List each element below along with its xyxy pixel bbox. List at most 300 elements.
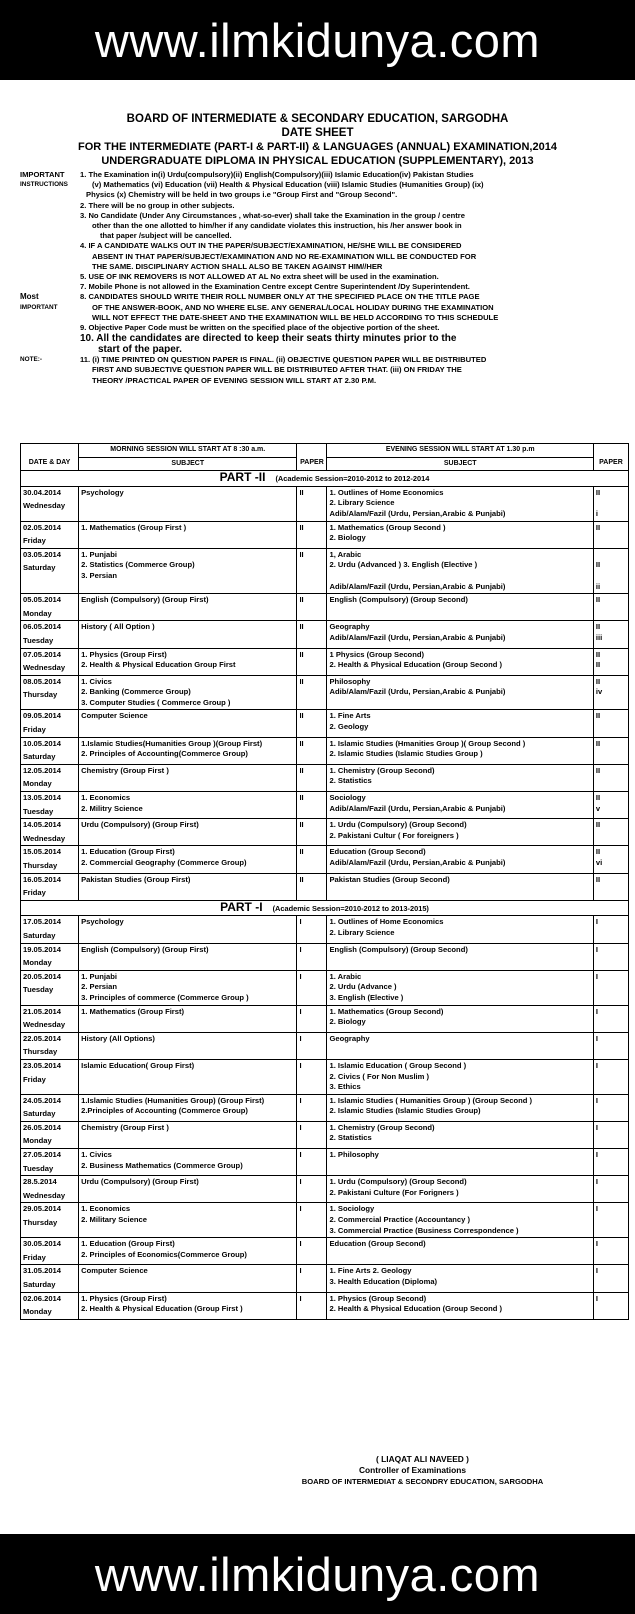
schedule-row bbox=[21, 675, 629, 710]
morning-subject-line: 1. Physics (Group First) bbox=[81, 649, 167, 659]
morning-subject-cell bbox=[79, 521, 297, 548]
evening-paper-line: I bbox=[595, 1293, 599, 1303]
morning-paper-cell bbox=[297, 1059, 327, 1094]
evening-paper-line: II bbox=[595, 711, 601, 721]
evening-subject-cell bbox=[327, 1032, 593, 1059]
evening-paper-cell bbox=[593, 737, 628, 764]
evening-subject-line: 3. Ethics bbox=[329, 1082, 361, 1092]
evening-paper-line bbox=[596, 533, 626, 544]
evening-paper-line: I bbox=[595, 1266, 599, 1276]
evening-paper-line: ii bbox=[595, 581, 601, 591]
evening-paper-line: I bbox=[595, 1122, 599, 1132]
instruction-8-cont2: WILL NOT EFFECT THE DATE-SHEET AND THE EXAMINATION WILL BE HELD ACCORDING TO THIS SCHEDULE bbox=[92, 312, 499, 322]
exam-day: Saturday bbox=[23, 1280, 56, 1289]
morning-subject-line: 1. Education (Group First) bbox=[81, 847, 175, 857]
morning-paper-cell bbox=[297, 1203, 327, 1238]
morning-subject-cell bbox=[79, 1059, 297, 1094]
evening-paper-line bbox=[596, 1082, 626, 1093]
date-cell bbox=[21, 1203, 79, 1238]
exam-day: Thursday bbox=[23, 1218, 58, 1228]
morning-subject-line: Computer Science bbox=[81, 1266, 148, 1276]
morning-subject-line: 3. Persian bbox=[81, 570, 117, 580]
evening-paper-line bbox=[596, 1106, 626, 1117]
morning-paper: I bbox=[299, 944, 302, 954]
exam-date: 17.05.2014 bbox=[23, 917, 62, 927]
evening-paper-cell bbox=[593, 675, 628, 710]
morning-paper: II bbox=[299, 676, 304, 686]
schedule-row bbox=[21, 1292, 629, 1319]
morning-subject-line: 1. Physics (Group First) bbox=[81, 1293, 167, 1303]
evening-subject-line: 1. Mathematics (Group Second ) bbox=[329, 522, 446, 532]
morning-paper-cell bbox=[297, 1005, 327, 1032]
evening-subject-cell bbox=[327, 943, 593, 970]
date-cell bbox=[21, 621, 79, 648]
evening-paper-line bbox=[596, 1226, 626, 1237]
schedule-row bbox=[21, 1032, 629, 1059]
part2-session: (Academic Session=2010-2012 to 2012-2014 bbox=[275, 474, 430, 484]
evening-subject-line: 2. Statistics bbox=[329, 1133, 372, 1143]
date-sheet-title: DATE SHEET bbox=[281, 127, 354, 139]
morning-subject-cell bbox=[79, 1265, 297, 1292]
exam-day: Thursday bbox=[23, 690, 58, 700]
morning-paper: I bbox=[299, 1293, 302, 1303]
evening-subject-cell bbox=[327, 675, 593, 710]
evening-subject-line bbox=[329, 571, 590, 582]
evening-paper-line: I bbox=[595, 1006, 599, 1016]
exam-date: 10.05.2014 bbox=[23, 738, 62, 748]
evening-subject-line: 2. Statistics bbox=[329, 776, 372, 786]
evening-subject-line: 3. Commercial Practice (Business Correspondence ) bbox=[329, 1225, 519, 1235]
morning-paper: II bbox=[299, 738, 304, 748]
evening-paper-line: II bbox=[595, 560, 601, 570]
evening-paper-line bbox=[596, 831, 626, 842]
morning-subject-line: Psychology bbox=[81, 917, 124, 927]
morning-paper-cell bbox=[297, 970, 327, 1005]
morning-paper: I bbox=[299, 1006, 302, 1016]
date-cell bbox=[21, 521, 79, 548]
morning-subject-cell bbox=[79, 675, 297, 710]
morning-subject-line: 1. Education (Group First) bbox=[81, 1239, 175, 1249]
evening-subject-cell bbox=[327, 1176, 593, 1203]
evening-paper-line: II bbox=[595, 765, 601, 775]
schedule-row bbox=[21, 1265, 629, 1292]
evening-subject-line: 2. Health & Physical Education (Group Second ) bbox=[329, 660, 503, 670]
evening-paper-line: II bbox=[595, 522, 601, 532]
evening-subject-line: 1, Arabic bbox=[329, 549, 362, 559]
morning-subject-line: 2. Military Science bbox=[81, 1215, 147, 1225]
evening-subject-cell bbox=[327, 1238, 593, 1265]
exam-day: Tuesday bbox=[23, 985, 54, 995]
evening-paper-line: I bbox=[595, 1060, 599, 1070]
date-cell bbox=[21, 792, 79, 819]
evening-paper-cell bbox=[593, 846, 628, 873]
evening-subject-line: 1. Urdu (Compulsory) (Group Second) bbox=[329, 820, 467, 830]
exam-date: 05.05.2014 bbox=[23, 595, 62, 605]
morning-paper-cell bbox=[297, 873, 327, 900]
morning-paper: I bbox=[299, 1239, 302, 1249]
morning-subject-cell bbox=[79, 486, 297, 521]
morning-subject-line: 1. Mathematics (Group First) bbox=[81, 1006, 185, 1016]
morning-subject-cell bbox=[79, 1176, 297, 1203]
morning-paper-cell bbox=[297, 648, 327, 675]
evening-subject-cell bbox=[327, 594, 593, 621]
evening-subject-line: 2. Health & Physical Education (Group Second ) bbox=[329, 1304, 503, 1314]
label-note: NOTE:- bbox=[20, 356, 43, 364]
exam-date: 27.05.2014 bbox=[23, 1150, 62, 1160]
morning-paper: II bbox=[299, 487, 304, 497]
schedule-row bbox=[21, 1176, 629, 1203]
evening-paper-cell bbox=[593, 1032, 628, 1059]
exam-date: 12.05.2014 bbox=[23, 765, 62, 775]
evening-paper-cell bbox=[593, 1203, 628, 1238]
evening-subject-line: Adib/Alam/Fazil (Urdu, Persian,Arabic & Punjabi) bbox=[329, 858, 506, 867]
evening-paper-cell bbox=[593, 1121, 628, 1148]
schedule-row bbox=[21, 970, 629, 1005]
evening-subject-line: 1. Chemistry (Group Second) bbox=[329, 1122, 435, 1132]
evening-subject-cell bbox=[327, 710, 593, 737]
evening-subject-line: 1. Islamic Education ( Group Second ) bbox=[329, 1060, 467, 1070]
instruction-2: 2. There will be no group in other subjects. bbox=[80, 200, 235, 210]
morning-subject-cell bbox=[79, 1005, 297, 1032]
evening-subject-cell bbox=[327, 1203, 593, 1238]
morning-subject-line: 2. Principles of Economics(Commerce Group) bbox=[81, 1249, 247, 1259]
morning-paper: I bbox=[299, 1033, 302, 1043]
instruction-5: 5. USE OF INK REMOVERS IS NOT ALLOWED AT AL No extra sheet will be used in the examination. bbox=[80, 272, 439, 282]
evening-paper-line bbox=[596, 1188, 626, 1199]
date-cell bbox=[21, 1005, 79, 1032]
morning-subject-line: 2. Business Mathematics (Commerce Group) bbox=[81, 1160, 243, 1170]
evening-paper-cell bbox=[593, 943, 628, 970]
evening-paper-line: II bbox=[595, 793, 601, 803]
morning-paper-cell bbox=[297, 621, 327, 648]
morning-subject-cell bbox=[79, 1149, 297, 1176]
morning-subject-cell bbox=[79, 648, 297, 675]
morning-subject-line: Islamic Education( Group First) bbox=[81, 1060, 195, 1070]
morning-subject-line: Urdu (Compulsory) (Group First) bbox=[81, 1177, 199, 1187]
date-cell bbox=[21, 1032, 79, 1059]
evening-paper-cell bbox=[593, 1094, 628, 1121]
morning-paper: I bbox=[299, 971, 302, 981]
morning-paper-cell bbox=[297, 486, 327, 521]
date-cell bbox=[21, 486, 79, 521]
morning-paper: I bbox=[299, 1095, 302, 1105]
exam-date: 06.05.2014 bbox=[23, 622, 62, 632]
evening-paper-cell bbox=[593, 486, 628, 521]
morning-subject-line: Psychology bbox=[81, 487, 124, 497]
date-cell bbox=[21, 737, 79, 764]
exam-day: Wednesday bbox=[23, 833, 66, 843]
date-cell bbox=[21, 1149, 79, 1176]
board-name: BOARD OF INTERMEDIAT & SECONDRY EDUCATION, SARGODHA bbox=[301, 1477, 544, 1486]
morning-paper-cell bbox=[297, 792, 327, 819]
instruction-8-cont: OF THE ANSWER-BOOK, AND NO WHERE ELSE. ANY GENERAL/LOCAL HOLIDAY DURING THE EXAMINATION bbox=[92, 302, 494, 312]
evening-paper-line: II bbox=[595, 649, 601, 659]
morning-subject-cell bbox=[79, 1238, 297, 1265]
instruction-8: 8. CANDIDATES SHOULD WRITE THEIR ROLL NUMBER ONLY AT THE SPECIFIED PLACE ON THE TITLE PAGE bbox=[80, 292, 480, 302]
instruction-3: 3. No Candidate (Under Any Circumstances , what-so-ever) shall take the Examination in the group / centre bbox=[80, 210, 465, 220]
evening-subject-line: 1. Sociology bbox=[329, 1204, 375, 1214]
date-cell bbox=[21, 710, 79, 737]
morning-subject-cell bbox=[79, 764, 297, 791]
exam-day: Wednesday bbox=[23, 1020, 66, 1030]
evening-subject-line: 2. Biology bbox=[329, 533, 366, 543]
evening-paper-line bbox=[596, 1133, 626, 1144]
exam-day: Wednesday bbox=[23, 663, 66, 673]
morning-subject-line: 1. Civics bbox=[81, 1150, 112, 1160]
evening-subject-line: English (Compulsory) (Group Second) bbox=[329, 595, 468, 605]
morning-subject-cell bbox=[79, 873, 297, 900]
exam-day: Monday bbox=[23, 779, 52, 789]
evening-paper-cell bbox=[593, 710, 628, 737]
evening-paper-cell bbox=[593, 1176, 628, 1203]
instruction-3-cont: other than the one allotted to him/her if any candidate violates this instruction, his /her answer book in bbox=[92, 221, 462, 231]
evening-subject-line: 2. Geology bbox=[329, 722, 369, 732]
evening-paper-cell bbox=[593, 819, 628, 846]
evening-subject-cell bbox=[327, 873, 593, 900]
morning-subject-line: 1.Islamic Studies (Humanities Group) (Group First) bbox=[81, 1095, 265, 1105]
morning-subject-cell bbox=[79, 970, 297, 1005]
evening-paper-cell bbox=[593, 792, 628, 819]
morning-paper: II bbox=[299, 649, 304, 659]
morning-subject-line: 2. Commercial Geography (Commerce Group) bbox=[81, 858, 247, 867]
morning-subject-cell bbox=[79, 1032, 297, 1059]
evening-subject-line: Pakistan Studies (Group Second) bbox=[329, 874, 450, 884]
evening-session-header: EVENING SESSION WILL START AT 1.30 p.m bbox=[327, 444, 593, 458]
date-sheet-document bbox=[0, 100, 635, 1520]
morning-paper: I bbox=[299, 1266, 302, 1276]
evening-paper-line: iii bbox=[595, 632, 603, 642]
evening-paper-cell bbox=[593, 873, 628, 900]
morning-subject-line: Urdu (Compulsory) (Group First) bbox=[81, 820, 199, 830]
exam-date: 31.05.2014 bbox=[23, 1266, 62, 1276]
schedule-row bbox=[21, 737, 629, 764]
evening-paper-cell bbox=[593, 521, 628, 548]
exam-day: Wednesday bbox=[23, 501, 66, 511]
exam-date: 15.05.2014 bbox=[23, 847, 62, 857]
evening-paper-cell bbox=[593, 764, 628, 791]
evening-subject-line: 2. Islamic Studies (Islamic Studies Group) bbox=[329, 1106, 481, 1116]
evening-paper-line: I bbox=[595, 971, 599, 981]
evening-paper-line bbox=[596, 722, 626, 733]
morning-subject-line: 2. Health & Physical Education (Group First ) bbox=[81, 1304, 243, 1314]
date-cell bbox=[21, 819, 79, 846]
morning-paper-cell bbox=[297, 943, 327, 970]
evening-subject-line: 2. Islamic Studies (Islamic Studies Group ) bbox=[329, 749, 483, 759]
board-title: BOARD OF INTERMEDIATE & SECONDARY EDUCATION, SARGODHA bbox=[126, 113, 509, 125]
morning-subject-cell bbox=[79, 1094, 297, 1121]
site-banner-bottom[interactable]: www.ilmkidunya.com bbox=[0, 1534, 635, 1614]
evening-paper-line: II bbox=[595, 738, 601, 748]
exam-day: Tuesday bbox=[23, 806, 54, 816]
evening-subject-line: 2. Pakistani Culture (For Forigners ) bbox=[329, 1187, 459, 1197]
schedule-row bbox=[21, 521, 629, 548]
evening-paper-line: I bbox=[595, 944, 599, 954]
evening-subject-line: 2. Pakistani Cultur ( For foreigners ) bbox=[329, 830, 459, 840]
schedule-row bbox=[21, 846, 629, 873]
label-most: Most bbox=[20, 292, 39, 302]
morning-subject-line: English (Compulsory) (Group First) bbox=[81, 595, 209, 605]
evening-paper-cell bbox=[593, 1149, 628, 1176]
evening-subject-line: 1. Urdu (Compulsory) (Group Second) bbox=[329, 1177, 467, 1187]
evening-paper-cell bbox=[593, 621, 628, 648]
instruction-4-cont2: THE SAME. DISCIPLINARY ACTION SHALL ALSO BE TAKEN AGAINST HIM//HER bbox=[92, 261, 383, 271]
morning-paper: I bbox=[299, 1060, 302, 1070]
evening-subject-line: 2. Library Science bbox=[329, 498, 395, 508]
morning-paper: II bbox=[299, 549, 304, 559]
evening-subject-line: Education (Group Second) bbox=[329, 847, 426, 857]
signature-block bbox=[0, 1454, 635, 1487]
evening-paper-line: I bbox=[595, 1095, 599, 1105]
evening-paper-line bbox=[596, 928, 626, 939]
morning-paper: II bbox=[299, 874, 304, 884]
part2-title: PART -II bbox=[219, 470, 266, 485]
evening-paper-line: i bbox=[595, 508, 599, 518]
exam-day: Thursday bbox=[23, 861, 58, 870]
evening-paper-line: II bbox=[595, 874, 601, 884]
evening-paper-line bbox=[596, 1072, 626, 1083]
instruction-4-cont: ABSENT IN THAT PAPER/SUBJECT/EXAMINATION AND NO RE-EXAMINATION WILL BE CONDUCTED FOR bbox=[92, 251, 477, 261]
exam-date: 02.06.2014 bbox=[23, 1293, 62, 1303]
label-important: IMPORTANT bbox=[20, 170, 65, 179]
date-day-header: DATE & DAY bbox=[21, 457, 79, 471]
morning-paper-cell bbox=[297, 710, 327, 737]
instruction-3-cont2: that paper /subject will be cancelled. bbox=[100, 231, 232, 241]
morning-paper-cell bbox=[297, 916, 327, 943]
evening-paper-header: PAPER bbox=[593, 457, 628, 471]
date-cell bbox=[21, 846, 79, 873]
evening-subject-line: 1. Mathematics (Group Second) bbox=[329, 1006, 444, 1016]
exam-day: Saturday bbox=[23, 563, 56, 573]
schedule-row bbox=[21, 943, 629, 970]
morning-paper: II bbox=[299, 820, 304, 830]
exam-date: 21.05.2014 bbox=[23, 1006, 62, 1016]
morning-subject-line: 3. Principles of commerce (Commerce Group ) bbox=[81, 992, 249, 1002]
document-header bbox=[0, 112, 635, 168]
evening-paper-line bbox=[596, 749, 626, 760]
exam-title: FOR THE INTERMEDIATE (PART-I & PART-II) & LANGUAGES (ANNUAL) EXAMINATION,2014 bbox=[78, 141, 557, 153]
morning-paper-cell bbox=[297, 764, 327, 791]
morning-subject-cell bbox=[79, 737, 297, 764]
date-cell bbox=[21, 675, 79, 710]
evening-paper-line bbox=[596, 982, 626, 993]
exam-date: 22.05.2014 bbox=[23, 1033, 62, 1043]
label-most-important: IMPORTANT bbox=[20, 304, 58, 312]
evening-subject-cell bbox=[327, 737, 593, 764]
evening-subject-line: 2. Biology bbox=[329, 1017, 366, 1027]
instruction-1: 1. The Examination in(i) Urdu(compulsory)(ii) English(Compulsory)(iii) Islamic Education(iv) Pakistan Studies bbox=[80, 170, 474, 179]
morning-subject-line: 2. Health & Physical Education Group First bbox=[81, 660, 236, 670]
site-banner-top[interactable]: www.ilmkidunya.com bbox=[0, 0, 635, 80]
evening-subject-line: 1. Islamic Studies (Hmanities Group )( Group Second ) bbox=[329, 738, 526, 748]
morning-subject-cell bbox=[79, 621, 297, 648]
exam-day: Monday bbox=[23, 1136, 52, 1146]
exam-day: Monday bbox=[23, 608, 52, 618]
evening-subject-line: Adib/Alam/Fazil (Urdu, Persian,Arabic & Punjabi) bbox=[329, 803, 506, 813]
evening-subject-cell bbox=[327, 1094, 593, 1121]
date-cell bbox=[21, 1176, 79, 1203]
morning-paper-cell bbox=[297, 1292, 327, 1319]
morning-subject-line: Chemistry (Group First ) bbox=[81, 1122, 169, 1132]
schedule-row bbox=[21, 648, 629, 675]
evening-subject-line: 1 Physics (Group Second) bbox=[329, 649, 425, 659]
date-cell bbox=[21, 1238, 79, 1265]
morning-paper-cell bbox=[297, 1265, 327, 1292]
schedule-row bbox=[21, 1238, 629, 1265]
schedule-row bbox=[21, 819, 629, 846]
date-cell bbox=[21, 1121, 79, 1148]
exam-date: 30.05.2014 bbox=[23, 1239, 62, 1249]
morning-paper: II bbox=[299, 711, 304, 721]
evening-subject-line: 1. Chemistry (Group Second) bbox=[329, 765, 435, 775]
instruction-10: 10. All the candidates are directed to keep their seats thirty minutes prior to the bbox=[80, 333, 457, 345]
exam-date: 07.05.2014 bbox=[23, 649, 62, 659]
evening-paper-line: I bbox=[595, 1204, 599, 1214]
exam-day: Tuesday bbox=[23, 635, 54, 645]
evening-subject-cell bbox=[327, 916, 593, 943]
morning-paper: II bbox=[299, 595, 304, 605]
evening-subject-line: 2. Civics ( For Non Muslim ) bbox=[329, 1071, 430, 1081]
date-cell bbox=[21, 648, 79, 675]
exam-day: Thursday bbox=[23, 1047, 58, 1057]
instruction-7: 7. Mobile Phone is not allowed in the Examination Centre except Centre Superintendent /Dy Superintendent. bbox=[80, 282, 470, 292]
evening-subject-line: Geography bbox=[329, 622, 370, 632]
evening-paper-line bbox=[596, 1215, 626, 1226]
exam-day: Friday bbox=[23, 1074, 46, 1084]
morning-subject-header: SUBJECT bbox=[79, 457, 297, 471]
morning-subject-cell bbox=[79, 819, 297, 846]
morning-paper-cell bbox=[297, 594, 327, 621]
evening-subject-line: Adib/Alam/Fazil (Urdu, Persian,Arabic & Punjabi) bbox=[329, 508, 506, 518]
exam-date: 09.05.2014 bbox=[23, 711, 62, 721]
evening-paper-line: II bbox=[595, 820, 601, 830]
part2-heading-row bbox=[21, 471, 629, 487]
morning-subject-line: 2. Militry Science bbox=[81, 803, 143, 813]
morning-subject-line: 2.Principles of Accounting (Commerce Group) bbox=[81, 1106, 248, 1116]
morning-paper-cell bbox=[297, 737, 327, 764]
exam-day: Wednesday bbox=[23, 1190, 66, 1200]
morning-subject-line: History (All Options) bbox=[81, 1033, 155, 1043]
morning-subject-cell bbox=[79, 710, 297, 737]
exam-day: Saturday bbox=[23, 1109, 56, 1119]
morning-paper-cell bbox=[297, 1238, 327, 1265]
exam-date: 19.05.2014 bbox=[23, 944, 62, 954]
part1-title: PART -I bbox=[220, 899, 263, 914]
morning-subject-line: Chemistry (Group First ) bbox=[81, 765, 169, 775]
morning-subject-cell bbox=[79, 792, 297, 819]
evening-subject-line: Adib/Alam/Fazil (Urdu, Persian,Arabic & Punjabi) bbox=[329, 632, 506, 642]
schedule-row bbox=[21, 792, 629, 819]
exam-date: 23.05.2014 bbox=[23, 1060, 62, 1070]
diploma-title: UNDERGRADUATE DIPLOMA IN PHYSICAL EDUCATION (SUPPLEMENTARY), 2013 bbox=[101, 155, 534, 167]
morning-paper-cell bbox=[297, 846, 327, 873]
exam-date: 14.05.2014 bbox=[23, 820, 62, 830]
morning-paper-cell bbox=[297, 1149, 327, 1176]
evening-subject-line: 1. Physics (Group Second) bbox=[329, 1293, 427, 1303]
morning-paper-cell bbox=[297, 1121, 327, 1148]
exam-date: 16.05.2014 bbox=[23, 874, 62, 884]
evening-subject-cell bbox=[327, 1059, 593, 1094]
evening-subject-cell bbox=[327, 548, 593, 593]
morning-subject-line: 1. Punjabi bbox=[81, 549, 117, 559]
evening-subject-line: English (Compulsory) (Group Second) bbox=[329, 944, 468, 954]
exam-day: Monday bbox=[23, 1307, 52, 1317]
instruction-11: 11. (i) TIME PRINTED ON QUESTION PAPER IS FINAL. (ii) OBJECTIVE QUESTION PAPER WILL BE DISTRIBUTED bbox=[80, 355, 487, 365]
evening-subject-cell bbox=[327, 846, 593, 873]
evening-paper-cell bbox=[593, 594, 628, 621]
exam-date: 30.04.2014 bbox=[23, 487, 62, 497]
instruction-11-cont2: THEORY /PRACTICAL PAPER OF EVENING SESSION WILL START AT 2.30 P.M. bbox=[92, 375, 377, 385]
evening-paper-line bbox=[596, 1017, 626, 1028]
